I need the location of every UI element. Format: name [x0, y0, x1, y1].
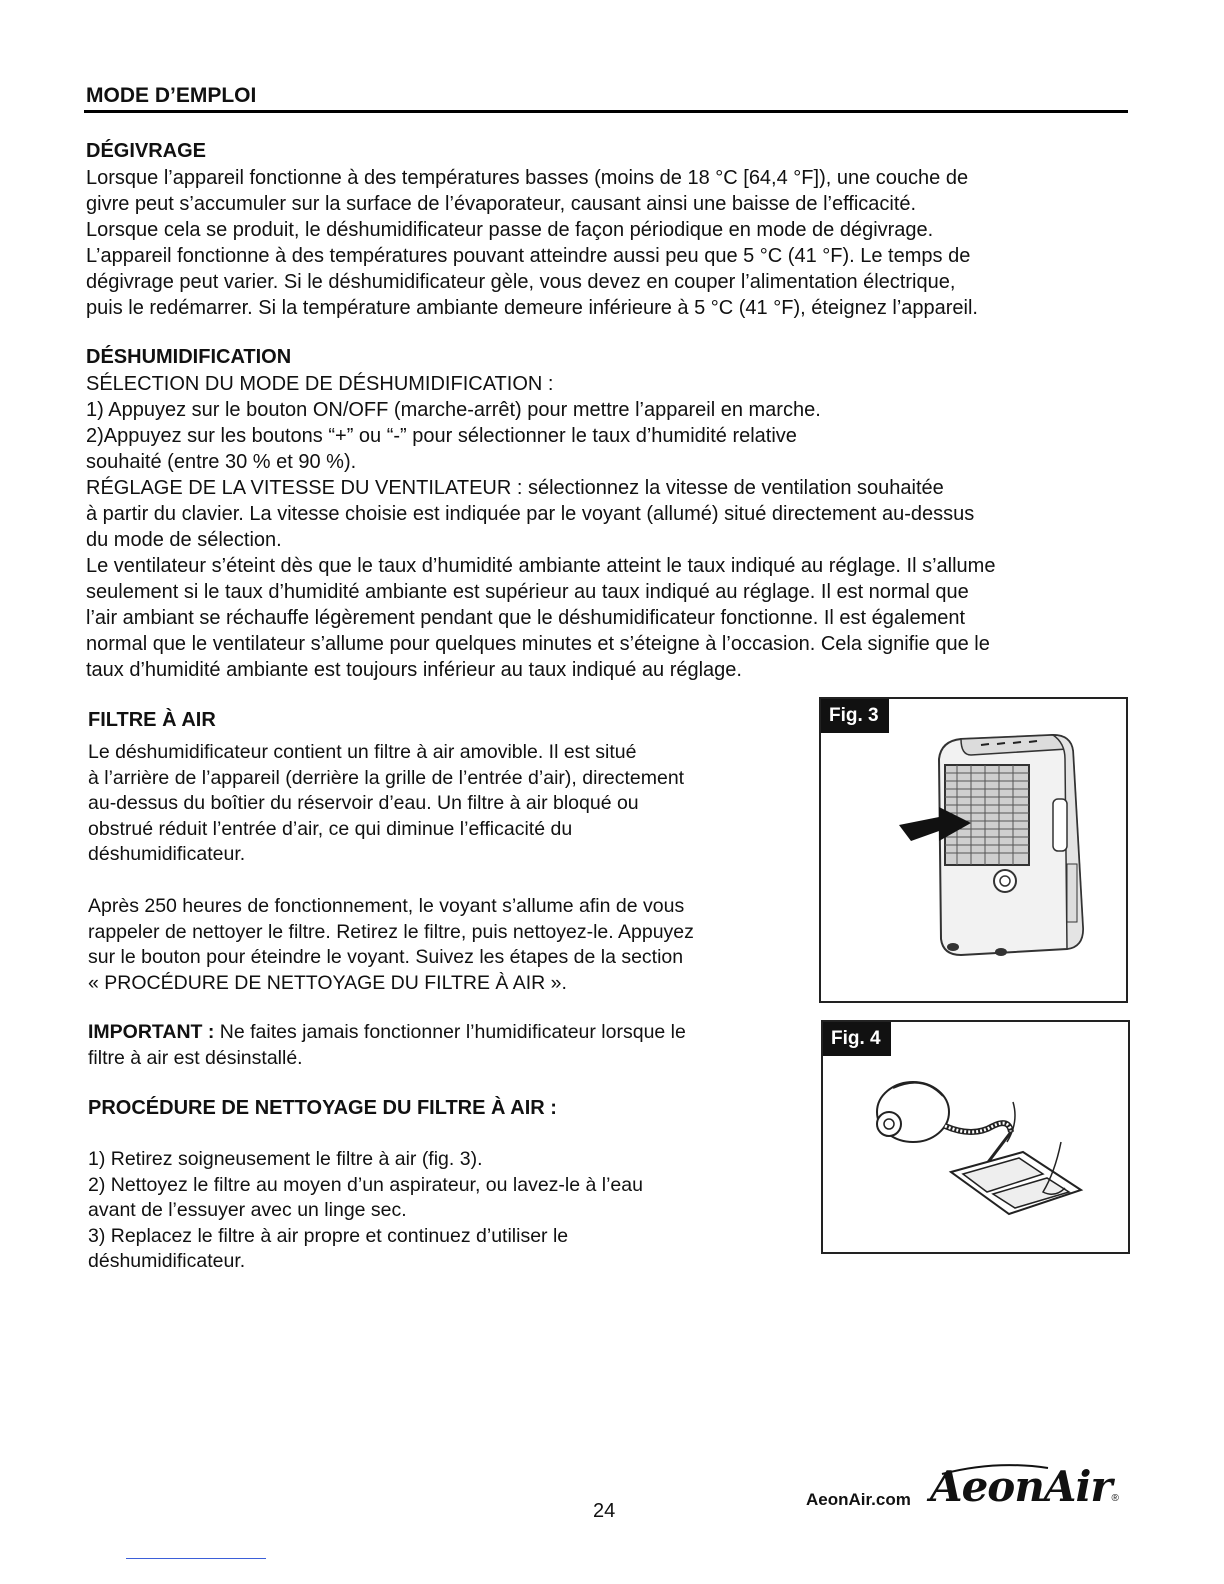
text-line: Le déshumidificateur contient un filtre à air amovible. Il est situé	[88, 741, 637, 763]
section-heading-procedure: PROCÉDURE DE NETTOYAGE DU FILTRE À AIR :	[88, 1097, 557, 1119]
text-line: seulement si le taux d’humidité ambiante est supérieur au taux indiqué au réglage. Il est normal que	[86, 581, 969, 603]
text-line: givre peut s’accumuler sur la surface de l’évaporateur, causant ainsi une baisse de l’efficacité.	[86, 193, 917, 215]
procedure-steps	[88, 1147, 643, 1275]
important-text: Ne faites jamais fonctionner l’humidificateur lorsque le	[219, 1021, 686, 1043]
figure-3	[819, 697, 1128, 1003]
registered-mark: ®	[1111, 1493, 1119, 1504]
logo-swoosh-icon	[940, 1462, 1050, 1476]
brand-logo-text: AeonAir	[930, 1462, 1112, 1511]
filtre-paragraph-2	[88, 894, 694, 996]
link-underline	[126, 1558, 266, 1559]
text-line: L’appareil fonctionne à des températures pouvant atteindre aussi peu que 5 °C (41 °F). Le temps de	[86, 245, 971, 267]
text-line: obstrué réduit l’entrée d’air, ce qui diminue l’efficacité du	[88, 817, 573, 840]
text-line: 1) Retirez soigneusement le filtre à air (fig. 3).	[88, 1148, 483, 1170]
text-line: normal que le ventilateur s’allume pour quelques minutes et s’éteigne à l’occasion. Cela signifie que le	[86, 633, 990, 655]
figure-4	[821, 1020, 1130, 1254]
vacuum-cleaning-illustration	[823, 1022, 1128, 1252]
section-heading-deshumidification: DÉSHUMIDIFICATION	[86, 346, 292, 368]
title-divider	[84, 110, 1128, 113]
text-line: dégivrage peut varier. Si le déshumidificateur gèle, vous devez en couper l’alimentation électrique,	[86, 271, 956, 293]
degivrage-paragraph	[86, 165, 978, 321]
section-heading-degivrage: DÉGIVRAGE	[86, 140, 207, 162]
important-line	[88, 1020, 686, 1046]
text-line: Lorsque cela se produit, le déshumidificateur passe de façon périodique en mode de dégivrage.	[86, 219, 934, 241]
text-line: avant de l’essuyer avec un linge sec.	[88, 1199, 407, 1221]
text-line: Le ventilateur s’éteint dès que le taux d’humidité ambiante atteint le taux indiqué au réglage. Il s’allume	[86, 555, 996, 577]
figure-4-label: Fig. 4	[823, 1022, 891, 1056]
text-line: au-dessus du boîtier du réservoir d’eau. Un filtre à air bloqué ou	[88, 792, 639, 814]
text-line: rappeler de nettoyer le filtre. Retirez le filtre, puis nettoyez-le. Appuyez	[88, 920, 694, 943]
important-label: IMPORTANT :	[88, 1021, 215, 1043]
text-line: l’air ambiant se réchauffe légèrement pendant que le déshumidificateur fonctionne. Il est également	[86, 607, 966, 629]
page-title: MODE D’EMPLOI	[86, 84, 257, 107]
brand-logo	[930, 1462, 1119, 1511]
deshumidification-paragraph	[86, 371, 995, 683]
text-line: souhaité (entre 30 % et 90 %).	[86, 451, 357, 473]
text-line: SÉLECTION DU MODE DE DÉSHUMIDIFICATION :	[86, 373, 554, 395]
text-line: Lorsque l’appareil fonctionne à des températures basses (moins de 18 °C [64,4 °F]), une couche de	[86, 167, 969, 189]
text-line: déshumidificateur.	[88, 1250, 246, 1272]
text-line: 1) Appuyez sur le bouton ON/OFF (marche-arrêt) pour mettre l’appareil en marche.	[86, 399, 821, 421]
text-line: du mode de sélection.	[86, 529, 282, 551]
text-line: filtre à air est désinstallé.	[88, 1046, 303, 1069]
filtre-paragraph-1	[88, 740, 684, 868]
page-number: 24	[593, 1500, 616, 1522]
text-line: 2) Nettoyez le filtre au moyen d’un aspirateur, ou lavez-le à l’eau	[88, 1173, 643, 1196]
section-heading-filtre: FILTRE À AIR	[88, 709, 216, 731]
text-line: taux d’humidité ambiante est toujours inférieur au taux indiqué au réglage.	[86, 659, 742, 681]
text-line: sur le bouton pour éteindre le voyant. Suivez les étapes de la section	[88, 946, 684, 968]
figure-3-label: Fig. 3	[821, 699, 889, 733]
text-line: « PROCÉDURE DE NETTOYAGE DU FILTRE À AIR ».	[88, 971, 567, 994]
website-link[interactable]: AeonAir.com	[806, 1490, 911, 1509]
text-line: à l’arrière de l’appareil (derrière la grille de l’entrée d’air), directement	[88, 766, 685, 789]
text-line: 2)Appuyez sur les boutons “+” ou “-” pour sélectionner le taux d’humidité relative	[86, 425, 797, 447]
dehumidifier-illustration	[821, 699, 1126, 1001]
text-line: à partir du clavier. La vitesse choisie est indiquée par le voyant (allumé) situé directement au-dessus	[86, 503, 975, 525]
text-line: déshumidificateur.	[88, 843, 246, 865]
text-line: 3) Replacez le filtre à air propre et continuez d’utiliser le	[88, 1224, 569, 1247]
text-line: RÉGLAGE DE LA VITESSE DU VENTILATEUR : sélectionnez la vitesse de ventilation souhaitée	[86, 477, 944, 499]
text-line: puis le redémarrer. Si la température ambiante demeure inférieure à 5 °C (41 °F), éteignez l’appareil.	[86, 297, 978, 319]
important-note	[88, 1020, 686, 1071]
text-line: Après 250 heures de fonctionnement, le voyant s’allume afin de vous	[88, 895, 685, 917]
